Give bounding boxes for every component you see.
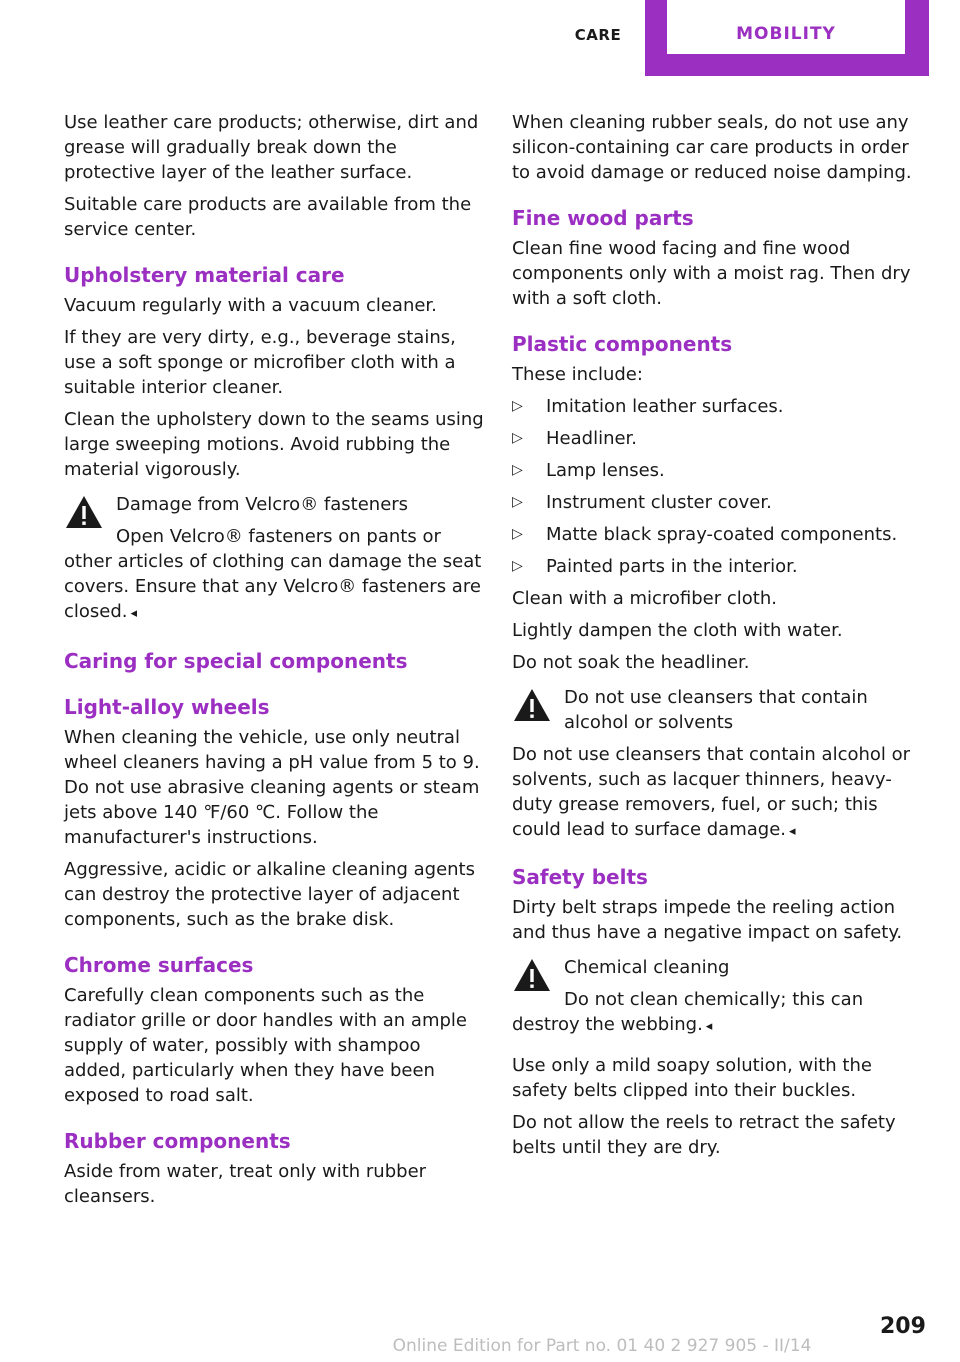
rubber-seals-paragraph: When cleaning rubber seals, do not use any silicon-containing car care products in order to avoid damage or reduced noise damping.: [512, 112, 912, 183]
page-number: 209: [880, 1314, 926, 1339]
bullet-triangle-icon: ▷: [512, 558, 523, 574]
list-item: ▷ Imitation leather surfaces.: [512, 396, 784, 417]
bullet-triangle-icon: ▷: [512, 430, 523, 446]
footer-edition: Online Edition for Part no. 01 40 2 927 905 - II/14: [392, 1336, 812, 1356]
upholstery-paragraph-3: Clean the upholstery down to the seams using large sweeping motions. Avoid rubbing the material vigorously.: [64, 409, 484, 480]
velcro-warning: [64, 492, 484, 626]
care-products-paragraph: Suitable care products are available from the service center.: [64, 194, 472, 240]
belts-paragraph-1: Dirty belt straps impede the reeling action and thus have a negative impact on safety.: [512, 897, 903, 943]
chemical-warning-title: Chemical cleaning: [564, 957, 730, 978]
list-item: ▷ Matte black spray-coated components.: [512, 524, 898, 545]
tab-mobility-label: MOBILITY: [667, 0, 905, 54]
list-item: ▷ Headliner.: [512, 428, 638, 449]
cleansers-warning: [512, 685, 932, 844]
rubber-heading: Rubber components: [64, 1129, 291, 1153]
wood-heading: Fine wood parts: [512, 206, 694, 230]
bullet-triangle-icon: ▷: [512, 526, 523, 542]
plastic-paragraph-2: Lightly dampen the cloth with water.: [512, 620, 843, 641]
plastic-list: [512, 394, 932, 579]
chemical-warning: [512, 955, 932, 1039]
end-mark-icon: ◂: [130, 606, 138, 621]
bullet-triangle-icon: ▷: [512, 494, 523, 510]
warning-icon: [512, 957, 552, 993]
tab-care: CARE: [574, 26, 622, 44]
bullet-triangle-icon: ▷: [512, 462, 523, 478]
chrome-heading: Chrome surfaces: [64, 953, 254, 977]
upholstery-paragraph-2: If they are very dirty, e.g., beverage stains, use a soft sponge or microfiber cloth with a suitable interior cleaner.: [64, 327, 456, 398]
upholstery-paragraph-1: Vacuum regularly with a vacuum cleaner.: [64, 295, 437, 316]
velcro-warning-title: Damage from Velcro® fasteners: [116, 494, 409, 515]
chrome-paragraph: Carefully clean components such as the radiator grille or door handles with an ample supply of water, possibly with shampoo added, particularly when they have been exposed to road salt.: [64, 985, 467, 1106]
chemical-warning-body: Do not clean chemically; this can destroy the webbing. ◂: [512, 989, 864, 1035]
plastic-heading: Plastic components: [512, 332, 733, 356]
list-item: ▷ Lamp lenses.: [512, 460, 665, 481]
wheels-paragraph-1: When cleaning the vehicle, use only neutral wheel cleaners having a pH value from 5 to 9. Do not use abrasive cleaning agents or steam jets above 140 ℉/60 ℃. Follow the manufacturer's instructions.: [64, 727, 480, 848]
upholstery-heading: Upholstery material care: [64, 263, 345, 287]
plastic-paragraph-3: Do not soak the headliner.: [512, 652, 750, 673]
belts-paragraph-3: Do not allow the reels to retract the safety belts until they are dry.: [512, 1112, 896, 1158]
belts-paragraph-2: Use only a mild soapy solution, with the safety belts clipped into their buckles.: [512, 1055, 872, 1101]
special-components-heading: Caring for special components: [64, 649, 408, 673]
wheels-paragraph-2: Aggressive, acidic or alkaline cleaning agents can destroy the protective layer of adjacent components, such as the brake disk.: [64, 859, 475, 930]
end-mark-icon: ◂: [789, 824, 796, 839]
end-mark-icon: ◂: [705, 1019, 713, 1034]
belts-heading: Safety belts: [512, 865, 648, 889]
left-column: [64, 110, 484, 1216]
rubber-paragraph: Aside from water, treat only with rubber cleansers.: [64, 1161, 427, 1207]
bullet-triangle-icon: ▷: [512, 398, 523, 414]
cleansers-warning-body: Do not use cleansers that contain alcohol or solvents, such as lacquer thinners, heavy-duty grease removers, fuel, or such; this could lead to surface damage. ◂: [512, 744, 911, 840]
warning-icon: [64, 494, 104, 530]
leather-care-paragraph: Use leather care products; otherwise, dirt and grease will gradually break down the protective layer of the leather surface.: [64, 112, 479, 183]
wheels-heading: Light-alloy wheels: [64, 695, 270, 719]
list-item: ▷ Instrument cluster cover.: [512, 492, 772, 513]
tab-mobility: [645, 0, 929, 76]
list-item: ▷ Painted parts in the interior.: [512, 556, 798, 577]
warning-icon: [512, 687, 552, 723]
right-column: [512, 110, 932, 1167]
cleansers-warning-title: Do not use cleansers that contain alcohol or solvents: [564, 687, 868, 733]
velcro-warning-body: Open Velcro® fasteners on pants or other articles of clothing can damage the seat covers. Ensure that any Velcro® fasteners are closed. ◂: [64, 526, 482, 622]
wood-paragraph: Clean fine wood facing and fine wood components only with a moist rag. Then dry with a soft cloth.: [512, 238, 911, 309]
plastic-intro: These include:: [512, 364, 643, 385]
plastic-paragraph-1: Clean with a microfiber cloth.: [512, 588, 777, 609]
